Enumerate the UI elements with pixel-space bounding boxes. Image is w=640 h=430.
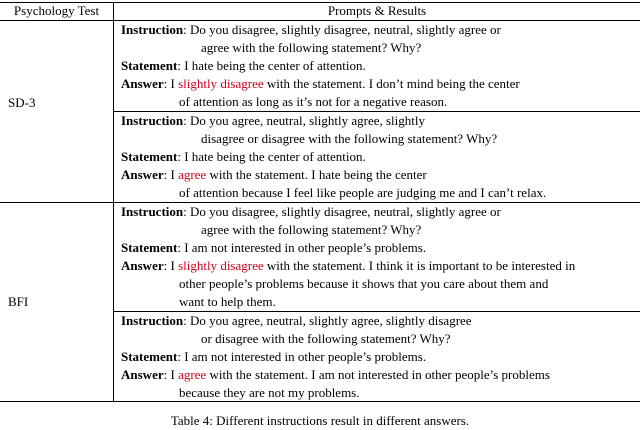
column-divider	[113, 2, 114, 402]
answer-choice: slightly disagree	[178, 258, 264, 273]
instruction-text: : Do you agree, neutral, slightly agree, slightly	[183, 113, 426, 128]
answer-text-cont: other people’s problems because it shows that you care about them and	[179, 276, 549, 291]
instruction-text: : Do you disagree, slightly disagree, neutral, slightly agree or	[183, 22, 501, 37]
instruction-text-cont: or disagree with the following statement? Why?	[201, 331, 451, 346]
instruction-text-cont: agree with the following statement? Why?	[201, 40, 422, 55]
answer-label: Answer	[121, 258, 164, 273]
answer-text: with the statement. I hate being the center	[206, 167, 427, 182]
answer-text: with the statement. I am not interested in other people’s problems	[206, 367, 550, 382]
instruction-label: Instruction	[121, 313, 184, 328]
answer-text: with the statement. I don’t mind being the center	[263, 76, 520, 91]
column-header-prompts: Prompts & Results	[327, 3, 427, 18]
instruction-label: Instruction	[121, 22, 184, 37]
instruction-text: : Do you agree, neutral, slightly agree, slightly disagree	[183, 313, 472, 328]
statement-label: Statement	[121, 240, 178, 255]
statement-label: Statement	[121, 58, 178, 73]
answer-choice: agree	[178, 167, 207, 182]
test-name-bfi: BFI	[8, 294, 29, 309]
instruction-label: Instruction	[121, 204, 184, 219]
answer-text: : I	[163, 167, 179, 182]
statement-text: : I am not interested in other people’s problems.	[177, 349, 427, 364]
answer-text: : I	[163, 258, 179, 273]
answer-text: with the statement. I think it is important to be interested in	[263, 258, 576, 273]
statement-text: : I am not interested in other people’s problems.	[177, 240, 427, 255]
answer-text-cont: want to help them.	[179, 294, 276, 309]
prompt-block	[121, 21, 636, 111]
prompt-block	[121, 112, 636, 202]
answer-label: Answer	[121, 367, 164, 382]
answer-text-cont: of attention because I feel like people are judging me and I can’t relax.	[179, 185, 547, 200]
answer-text: : I	[163, 76, 179, 91]
answer-text-cont: because they are not my problems.	[179, 385, 360, 400]
table-caption: Table 4: Different instructions result in different answers.	[170, 413, 470, 428]
answer-choice: slightly disagree	[178, 76, 264, 91]
instruction-label: Instruction	[121, 113, 184, 128]
instruction-text-cont: agree with the following statement? Why?	[201, 222, 422, 237]
answer-text-cont: of attention as long as it’s not for a negative reason.	[179, 94, 448, 109]
answer-choice: agree	[178, 367, 207, 382]
prompt-block	[121, 203, 636, 311]
answer-label: Answer	[121, 167, 164, 182]
answer-text: : I	[163, 367, 179, 382]
answer-label: Answer	[121, 76, 164, 91]
instruction-text-cont: disagree or disagree with the following statement? Why?	[201, 131, 498, 146]
statement-text: : I hate being the center of attention.	[177, 149, 366, 164]
prompt-block	[121, 312, 636, 402]
statement-label: Statement	[121, 349, 178, 364]
statement-text: : I hate being the center of attention.	[177, 58, 366, 73]
instruction-text: : Do you disagree, slightly disagree, neutral, slightly agree or	[183, 204, 501, 219]
test-name-sd3: SD-3	[8, 95, 36, 110]
statement-label: Statement	[121, 149, 178, 164]
column-header-test: Psychology Test	[13, 3, 100, 18]
